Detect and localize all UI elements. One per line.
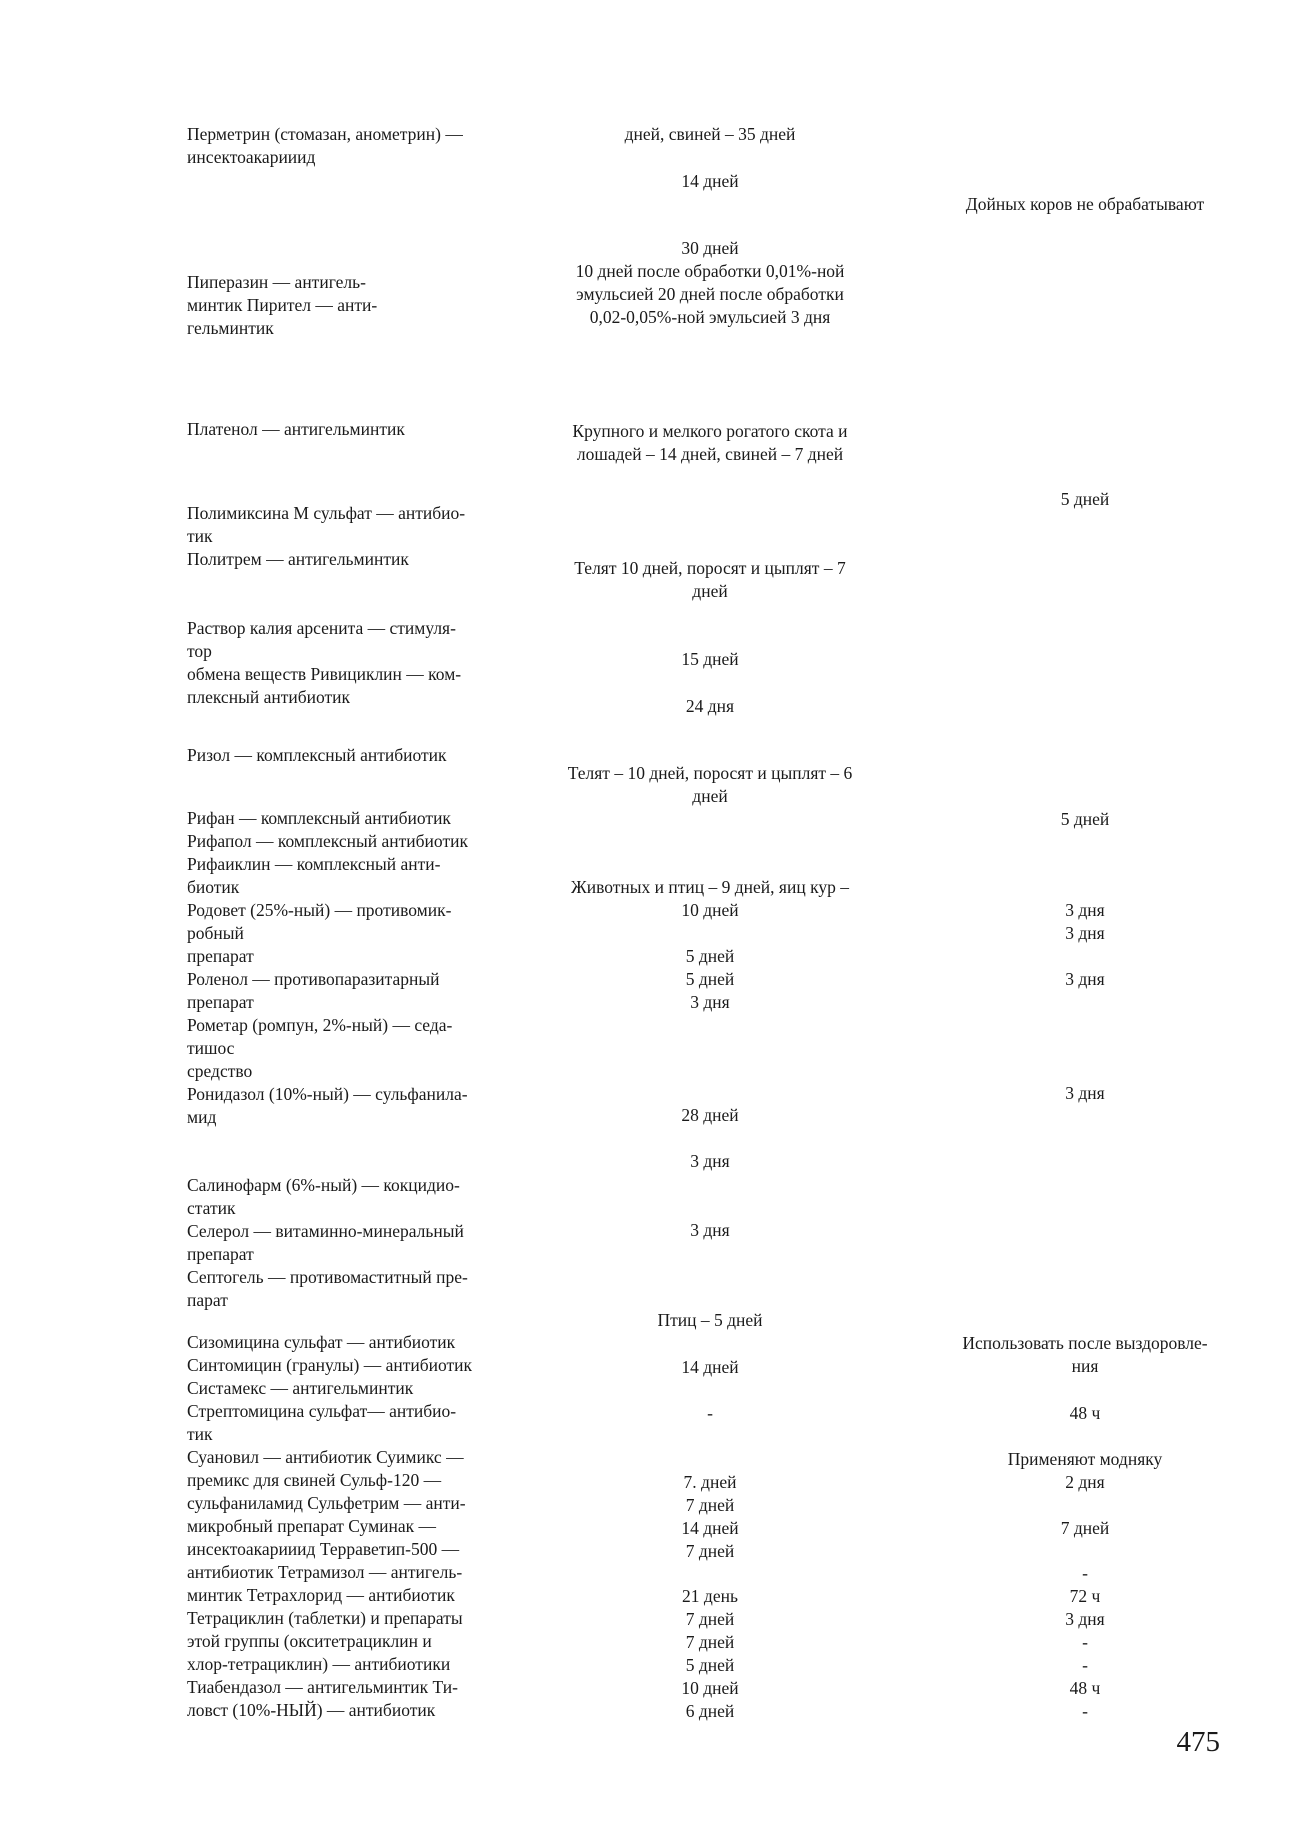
drug-name-line: Перметрин (стомазан, анометрин) — — [187, 124, 463, 144]
drug-name-line: антибиотик Тетрамизол — антигель- — [187, 1562, 463, 1582]
drug-name-line: инсектоакарииид — [187, 147, 316, 167]
drug-name-line: Роленол — противопаразитарный — [187, 969, 440, 989]
drug-name-line: минтик Тетрахлорид — антибиотик — [187, 1585, 455, 1605]
drug-name-line: Синтомицин (гранулы) — антибиотик — [187, 1355, 473, 1375]
period-line: Телят 10 дней, поросят и цыплят – 7 — [574, 558, 846, 578]
period-line: Птиц – 5 дней — [657, 1310, 763, 1330]
note-line: 7 дней — [1060, 1518, 1110, 1538]
period-line: дней — [692, 581, 728, 601]
drug-name-line: Систамекс — антигельминтик — [187, 1378, 414, 1398]
period-line: 10 дней после обработки 0,01%-ной — [575, 261, 845, 281]
period-line: 5 дней — [685, 1655, 735, 1675]
note-line: 2 дня — [1065, 1472, 1105, 1492]
drug-name-line: робный — [187, 923, 244, 943]
period-line: 28 дней — [681, 1105, 739, 1125]
period-line: дней — [692, 786, 728, 806]
drug-name-line: Суановил — антибиотик Суимикс — — [187, 1447, 464, 1467]
note-line: - — [1082, 1563, 1088, 1583]
drug-name-line: этой группы (окситетрациклин и — [187, 1631, 432, 1651]
period-line: 24 дня — [685, 696, 735, 716]
drug-name-line: хлор-тетрациклин) — антибиотики — [187, 1654, 451, 1674]
note-line: 3 дня — [1065, 900, 1105, 920]
period-line: 7. дней — [683, 1472, 737, 1492]
note-line: 48 ч — [1069, 1403, 1101, 1423]
drug-name-line: Полимиксина М сульфат — антибио- — [187, 503, 466, 523]
drug-name-line: Ронидазол (10%-ный) — сульфанила- — [187, 1084, 468, 1104]
drug-name-line: Рифан — комплексный антибиотик — [187, 808, 451, 828]
period-line: 7 дней — [685, 1495, 735, 1515]
drug-name-line: мид — [187, 1107, 217, 1127]
period-line: 3 дня — [690, 1151, 730, 1171]
drug-name-line: препарат — [187, 946, 254, 966]
period-line: 3 дня — [690, 1220, 730, 1240]
period-line: 7 дней — [685, 1541, 735, 1561]
note-line: 3 дня — [1065, 1609, 1105, 1629]
note-line: - — [1082, 1655, 1088, 1675]
period-line: 15 дней — [681, 649, 739, 669]
drug-name-line: Тетрациклин (таблетки) и препараты — [187, 1608, 463, 1628]
note-line: 3 дня — [1065, 923, 1105, 943]
drug-name-line: тик — [187, 526, 213, 546]
drug-name-line: Салинофарм (6%-ный) — кокцидио- — [187, 1175, 460, 1195]
drug-name-line: Рифапол — комплексный антибиотик — [187, 831, 468, 851]
period-line: 14 дней — [681, 1518, 739, 1538]
period-line: 5 дней — [685, 946, 735, 966]
period-line: 14 дней — [681, 171, 739, 191]
note-line: - — [1082, 1632, 1088, 1652]
note-line: 3 дня — [1065, 969, 1105, 989]
drug-name-line: минтик Пирител — анти- — [187, 295, 378, 315]
period-line: 30 дней — [681, 238, 739, 258]
period-line: 3 дня — [690, 992, 730, 1012]
drug-name-line: Рометар (ромпун, 2%-ный) — седа- — [187, 1015, 453, 1035]
drug-name-line: тор — [187, 641, 212, 661]
period-line: дней, свиней – 35 дней — [624, 124, 796, 144]
drug-name-line: обмена веществ Ривициклин — ком- — [187, 664, 462, 684]
period-line: 5 дней — [685, 969, 735, 989]
note-line: 48 ч — [1069, 1678, 1101, 1698]
drug-name-line: сульфаниламид Сульфетрим — анти- — [187, 1493, 466, 1513]
note-line: - — [1082, 1701, 1088, 1721]
drug-name-line: премикс для свиней Сульф-120 — — [187, 1470, 442, 1490]
drug-name-line: гельминтик — [187, 318, 274, 338]
drug-name-line: биотик — [187, 877, 240, 897]
drug-name-line: плексный антибиотик — [187, 687, 351, 707]
drug-name-line: Рифаиклин — комплексный анти- — [187, 854, 441, 874]
drug-name-line: инсектоакарииид Терраветип-500 — — [187, 1539, 460, 1559]
drug-name-line: препарат — [187, 1244, 254, 1264]
drug-name-line: Стрептомицина сульфат— антибио- — [187, 1401, 457, 1421]
note-line: 5 дней — [1060, 489, 1110, 509]
drug-name-line: парат — [187, 1290, 228, 1310]
drug-name-line: Родовет (25%-ный) — противомик- — [187, 900, 452, 920]
drug-name-line: Пиперазин — антигель- — [187, 272, 366, 292]
drug-name-line: Сизомицина сульфат — антибиотик — [187, 1332, 456, 1352]
drug-name-line: ловст (10%-НЫЙ) — антибиотик — [187, 1700, 436, 1720]
period-line: Крупного и мелкого рогатого скота и — [572, 421, 848, 441]
period-line: 10 дней — [681, 1678, 739, 1698]
drug-name-line: Политрем — антигельминтик — [187, 549, 409, 569]
period-line: 7 дней — [685, 1632, 735, 1652]
drug-name-line: Септогель — противомаститный пре- — [187, 1267, 468, 1287]
drug-name-line: препарат — [187, 992, 254, 1012]
drug-name-line: тик — [187, 1424, 213, 1444]
drug-name-line: Тиабендазол — антигельминтик Ти- — [187, 1677, 458, 1697]
drug-name-line: Раствор калия арсенита — стимуля- — [187, 618, 456, 638]
period-line: 10 дней — [681, 900, 739, 920]
page-number: 475 — [1176, 1726, 1220, 1758]
period-line: лошадей – 14 дней, свиней – 7 дней — [576, 444, 844, 464]
period-line: 21 день — [682, 1586, 738, 1606]
period-line: 7 дней — [685, 1609, 735, 1629]
period-line: - — [707, 1403, 713, 1423]
drug-name-line: Платенол — антигельминтик — [187, 419, 405, 439]
period-line: Животных и птиц – 9 дней, яиц кур – — [571, 877, 849, 897]
drug-name-line: микробный препарат Суминак — — [187, 1516, 437, 1536]
note-line: ния — [1071, 1356, 1099, 1376]
note-line: 5 дней — [1060, 809, 1110, 829]
drug-name-line: Ризол — комплексный антибиотик — [187, 745, 447, 765]
note-line: Дойных коров не обрабатывают — [965, 194, 1205, 214]
drug-name-line: статик — [187, 1198, 236, 1218]
note-line: 72 ч — [1069, 1586, 1101, 1606]
note-line: 3 дня — [1065, 1083, 1105, 1103]
drug-name-line: Селерол — витаминно-минеральный — [187, 1221, 464, 1241]
note-line: Применяют модняку — [1007, 1449, 1163, 1469]
period-line: 0,02-0,05%-ной эмульсией 3 дня — [589, 307, 831, 327]
period-line: Телят – 10 дней, поросят и цыплят – 6 — [567, 763, 853, 783]
note-line: Использовать после выздоровле- — [962, 1333, 1208, 1353]
period-line: 14 дней — [681, 1357, 739, 1377]
drug-name-line: тишос — [187, 1038, 235, 1058]
period-line: эмульсией 20 дней после обработки — [576, 284, 844, 304]
drug-name-line: средство — [187, 1061, 253, 1081]
period-line: 6 дней — [685, 1701, 735, 1721]
